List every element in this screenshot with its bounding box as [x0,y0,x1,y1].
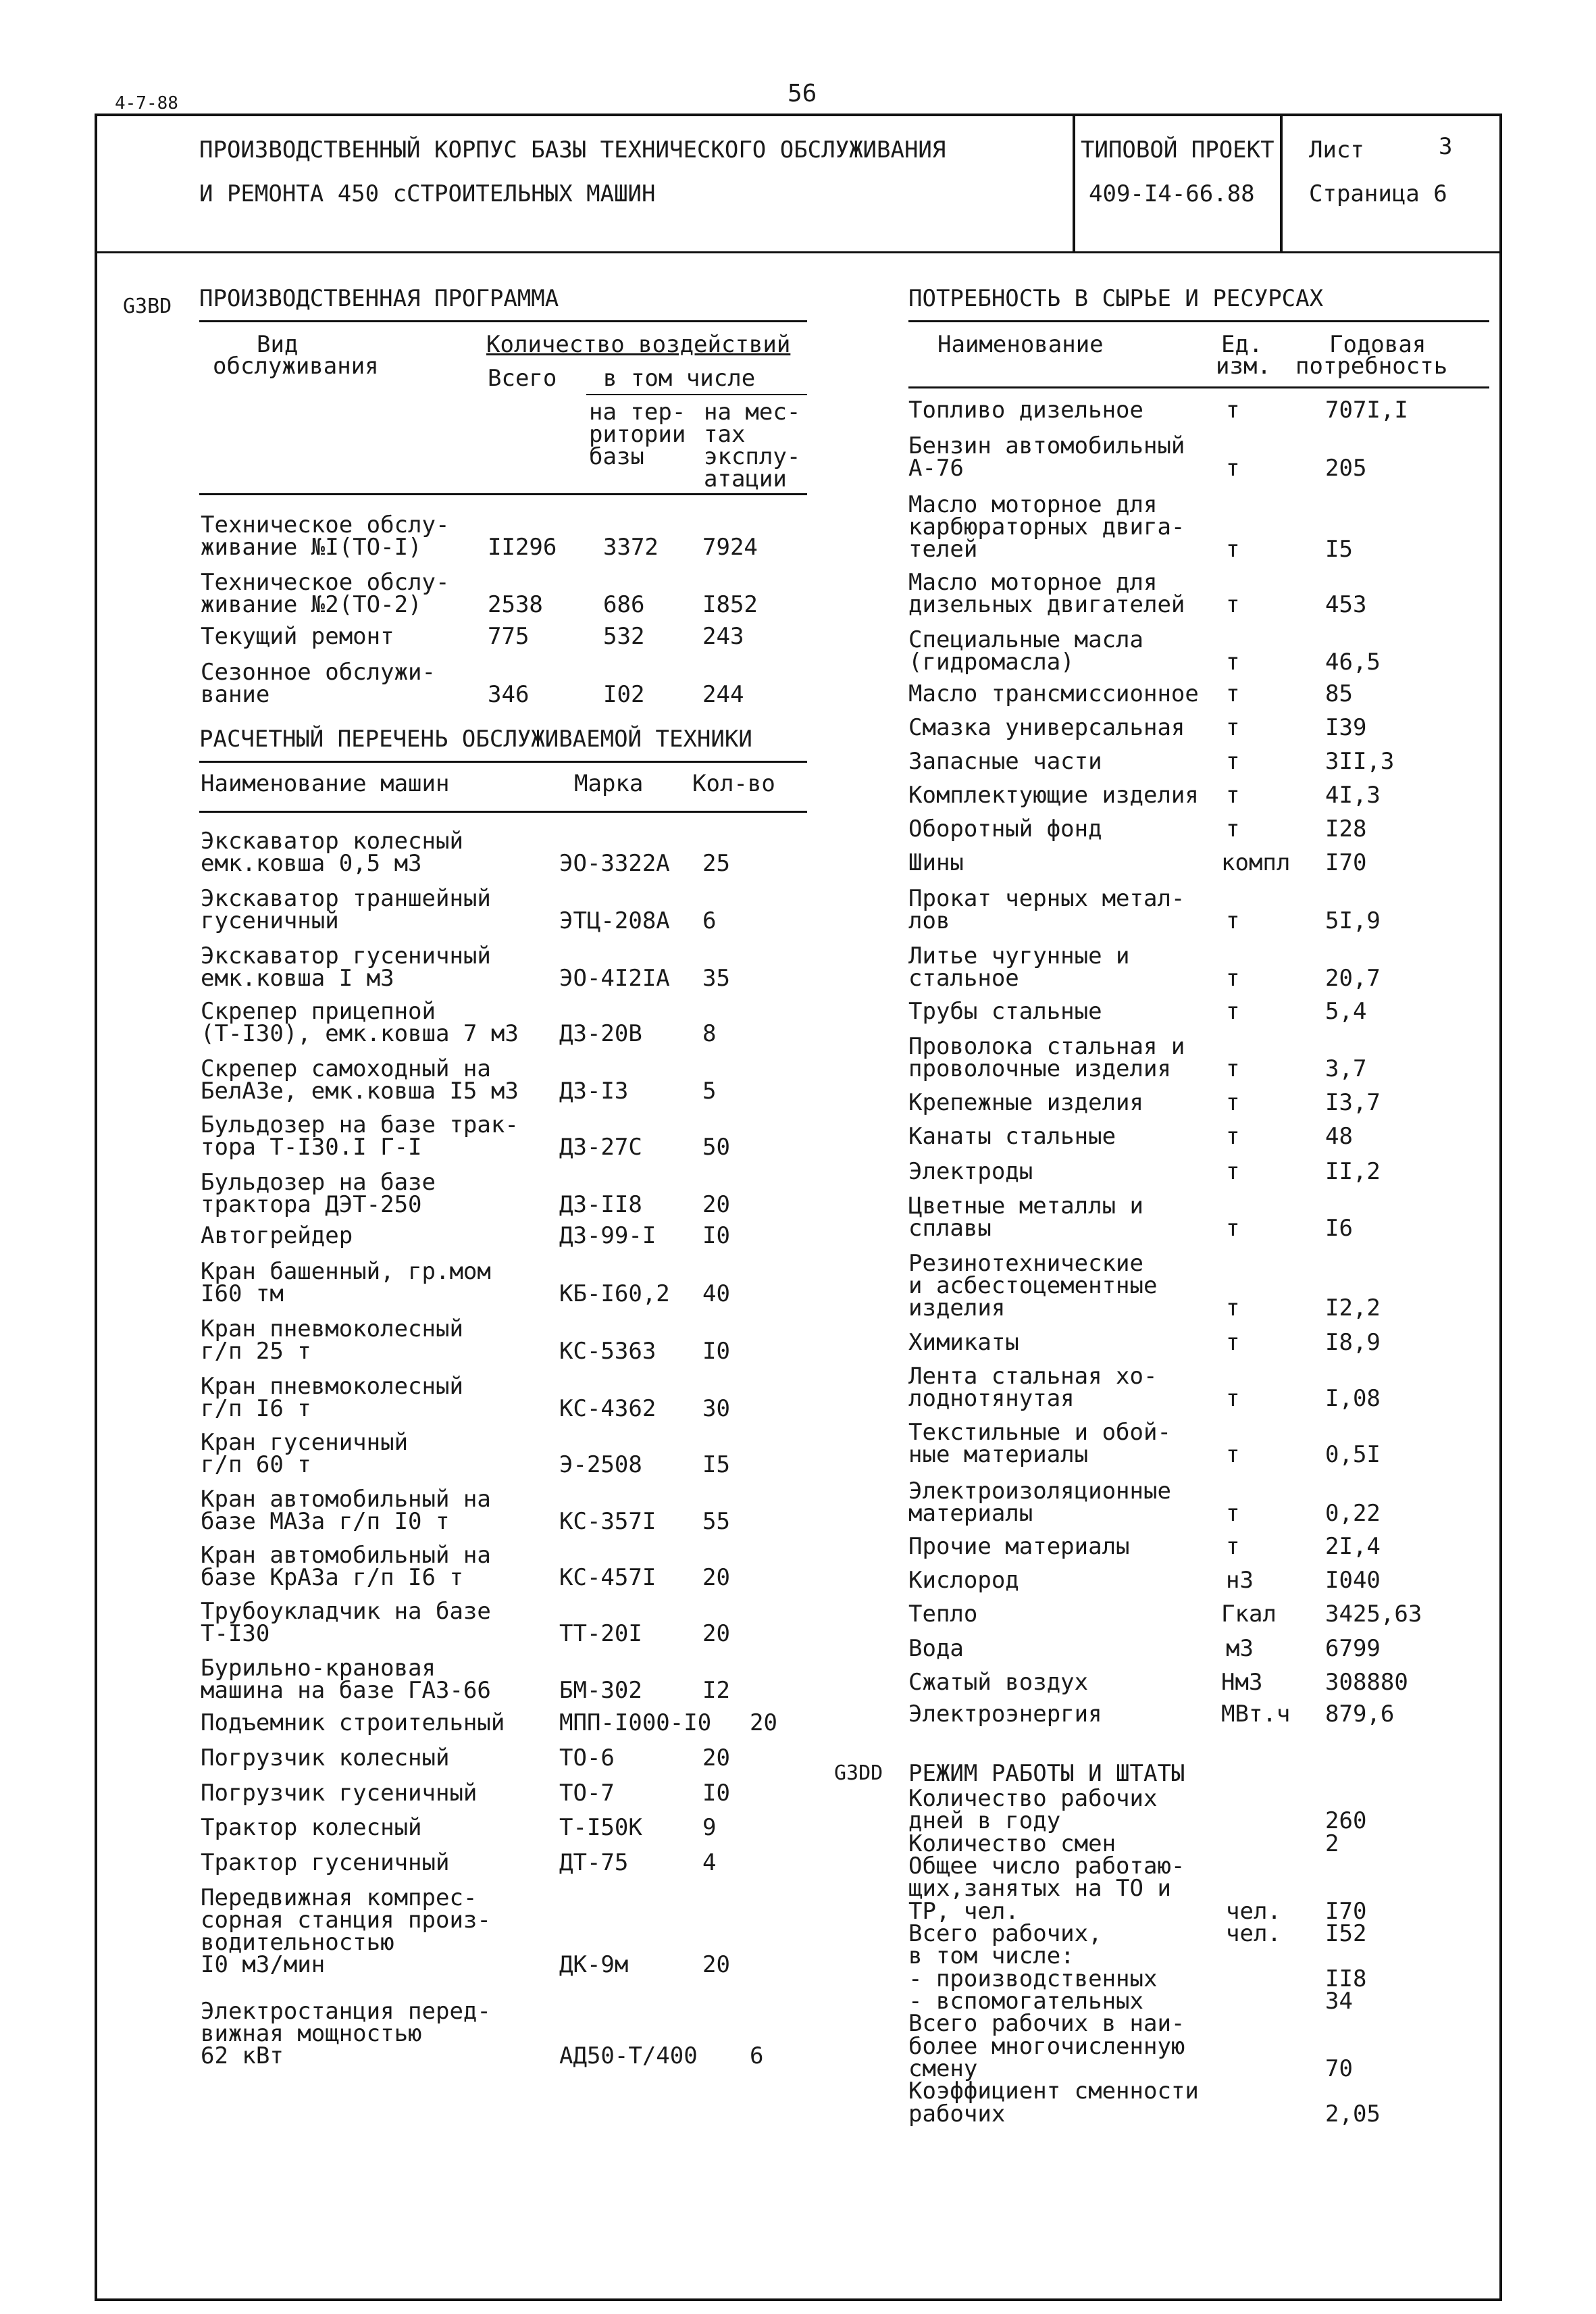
machine-mark: ТО-7 [559,1780,615,1807]
resource-name-line: карбюраторных двига- [908,513,1185,540]
machine-mark: БМ-302 [559,1677,642,1704]
machine-mark: ТТ-20I [559,1620,642,1647]
resource-name-line: Электроизоляционные [908,1478,1171,1505]
resource-name-line: Прочие материалы [908,1533,1130,1560]
machine-name-line: (Т-I30), емк.ковша 7 м3 [201,1020,519,1047]
resource-value: 48 [1325,1123,1353,1150]
page-label: Страница 6 [1309,180,1447,207]
machine-mark: КС-5363 [559,1338,657,1365]
resource-value: 453 [1325,591,1367,618]
machine-name-line: I60 тм [201,1280,284,1307]
resource-value: 308880 [1325,1669,1408,1696]
staff-line-text: рабочих [908,2101,1006,2128]
machine-name-line: емк.ковша I м3 [201,965,394,992]
machine-qty: 9 [702,1814,717,1841]
resource-unit: т [1226,455,1240,482]
program-row-site: 7924 [702,534,758,561]
machine-name-line: Трактор гусеничный [201,1849,450,1876]
staff-line-text: Всего рабочих, [908,1920,1102,1947]
resource-unit: т [1226,1089,1240,1116]
machine-name-line: трактора ДЭТ-250 [201,1191,422,1218]
resource-value: I3,7 [1325,1089,1381,1116]
program-col-site-4: атации [704,466,787,493]
machine-name-line: Погрузчик колесный [201,1744,450,1771]
machine-mark: ЭТЦ-208А [559,907,670,934]
resource-unit: т [1226,649,1240,676]
machine-name-line: Экскаватор траншейный [201,885,491,912]
resource-value: I2,2 [1325,1294,1381,1322]
resource-name-line: Смазка универсальная [908,714,1185,741]
staff-line-value: I52 [1325,1920,1367,1947]
program-rule-header [199,493,807,495]
resource-unit: т [1226,998,1240,1025]
machine-qty: 20 [702,1564,730,1591]
resource-name-line: Вода [908,1635,964,1662]
machine-mark: ДК-9м [559,1951,629,1978]
resources-col-name: Наименование [937,331,1104,358]
resource-name-line: Комплектующие изделия [908,782,1199,809]
resource-unit: т [1226,1294,1240,1322]
machines-rule-header [199,811,807,813]
machine-mark: АД50-Т/400 [559,2042,698,2069]
resource-name-line: Резинотехнические [908,1250,1143,1277]
machine-qty: I0 [702,1338,730,1365]
machine-name-line: Скрепер прицепной [201,998,436,1025]
machine-name-line: БелАЗе, емк.ковша I5 м3 [201,1078,519,1105]
resource-unit: т [1226,1055,1240,1082]
resource-name-line: Электроды [908,1158,1033,1185]
machine-name-line: Трактор колесный [201,1814,422,1841]
staff-line-text: Общее число работаю- [908,1853,1185,1880]
resource-value: 879,6 [1325,1701,1395,1728]
machine-qty: 35 [702,965,730,992]
resource-value: 4I,3 [1325,782,1381,809]
staff-line-text: Всего рабочих в наи- [908,2010,1185,2037]
resource-value: 0,22 [1325,1500,1381,1527]
machine-name-line: вижная мощностью [201,2020,422,2047]
machine-qty: 25 [702,850,730,877]
staff-line-value: II8 [1325,1965,1367,1992]
machine-mark: ДЗ-I3 [559,1078,629,1105]
resource-name-line: Прокат черных метал- [908,885,1185,912]
machine-qty: 4 [702,1849,717,1876]
program-row-site: 243 [702,623,744,650]
resource-unit: т [1226,1500,1240,1527]
resource-value: 46,5 [1325,649,1381,676]
staff-line-value: 34 [1325,1988,1353,2015]
machine-mark: КС-457I [559,1564,657,1591]
machine-qty: 20 [702,1744,730,1771]
resource-value: I040 [1325,1567,1381,1594]
resource-value: 5,4 [1325,998,1367,1025]
program-row-base: 686 [603,591,645,618]
program-row-base: 3372 [603,534,659,561]
resource-name-line: лоднотянутая [908,1385,1075,1412]
program-row-label-2: живание №I(ТО-I) [201,534,422,561]
machines-col-name: Наименование машин [201,770,450,797]
resource-unit: Нм3 [1221,1669,1263,1696]
machine-qty: I0 [702,1780,730,1807]
staff-line-text: Количество смен [908,1830,1116,1857]
resource-name-line: Литье чугунные и [908,942,1130,970]
resource-unit: т [1226,1329,1240,1356]
resource-name-line: А-76 [908,455,964,482]
resources-col-unit-1: Ед. [1221,331,1263,358]
resource-name-line: Цветные металлы и [908,1192,1143,1219]
resource-name-line: ные материалы [908,1441,1089,1468]
resource-name-line: стальное [908,965,1019,992]
program-row-label-1: Техническое обслу- [201,569,450,596]
staff-line-value: I70 [1325,1898,1367,1925]
resource-name-line: Тепло [908,1601,978,1628]
machines-col-mark: Марка [574,770,644,797]
machine-qty: 8 [702,1020,717,1047]
machine-name-line: Экскаватор гусеничный [201,942,491,970]
resource-value: 20,7 [1325,965,1381,992]
program-row-site: 244 [702,681,744,708]
machine-mark: ЭО-4I2IА [559,965,670,992]
resource-unit: т [1226,714,1240,741]
machine-mark: ДТ-75 [559,1849,629,1876]
program-col-base-3: базы [589,443,644,470]
resource-unit: т [1226,1441,1240,1468]
program-rule-incl [586,394,807,395]
machine-name-line: Погрузчик гусеничный [201,1780,478,1807]
machine-qty: 50 [702,1134,730,1161]
title-line-1: ПРОИЗВОДСТВЕННЫЙ КОРПУС БАЗЫ ТЕХНИЧЕСКОГО ОБСЛУЖИВАНИЯ [199,136,946,164]
resource-unit: т [1226,397,1240,424]
staff-line-text: Количество рабочих [908,1785,1158,1812]
staff-line-text: - производственных [908,1965,1158,1992]
staff-line-value: 2 [1325,1830,1339,1857]
resource-unit: т [1226,1123,1240,1150]
resource-name-line: Кислород [908,1567,1019,1594]
staff-line-text: щих,занятых на ТО и [908,1875,1171,1902]
machine-qty: 30 [702,1395,730,1422]
machine-name-line: Кран пневмоколесный [201,1373,463,1400]
resources-col-unit-2: изм. [1216,353,1271,380]
machine-qty: 5 [702,1078,717,1105]
resource-unit: компл [1221,849,1291,876]
resource-value: 205 [1325,455,1367,482]
resource-name-line: сплавы [908,1215,992,1242]
machine-name-line: Скрепер самоходный на [201,1055,491,1082]
resource-unit: т [1226,965,1240,992]
machine-name-line: Кран башенный, гр.мом [201,1258,491,1285]
resource-unit: т [1226,1158,1240,1185]
resource-name-line: Крепежные изделия [908,1089,1143,1116]
program-col-base-1: на тер- [589,399,686,426]
resources-rule-top [908,320,1489,322]
program-row-total: 2538 [488,591,543,618]
title-block-divider-1 [1073,114,1075,253]
resource-unit: Гкал [1221,1601,1277,1628]
machine-qty: I2 [702,1677,730,1704]
machine-name-line: Автогрейдер [201,1222,353,1249]
margin-code-left: G3BD [123,295,172,318]
staff-line-text: более многочисленную [908,2033,1185,2060]
resource-value: 3II,3 [1325,748,1395,775]
machine-name-line: Бульдозер на базе [201,1169,436,1196]
machines-rule-top [199,761,807,763]
resource-value: 0,5I [1325,1441,1381,1468]
program-col-site-2: тах [704,421,746,448]
resource-value: II,2 [1325,1158,1381,1185]
margin-code-right: G3DD [834,1761,883,1785]
resources-col-need-2: потребность [1295,353,1448,380]
machine-qty: 6 [702,907,717,934]
machine-name-line: г/п 60 т [201,1451,311,1478]
resource-name-line: (гидромасла) [908,649,1075,676]
resource-unit: м3 [1226,1635,1254,1662]
program-row-label-1: Текущий ремонт [201,623,394,650]
machine-qty: 20 [702,1191,730,1218]
sheet-label: Лист [1309,136,1364,164]
machine-name-line: тора Т-I30.I Г-I [201,1134,422,1161]
resource-value: I39 [1325,714,1367,741]
machine-mark: ДЗ-27С [559,1134,642,1161]
machine-mark: ДЗ-II8 [559,1191,642,1218]
machine-qty: 55 [702,1508,730,1535]
machines-title: РАСЧЕТНЫЙ ПЕРЕЧЕНЬ ОБСЛУЖИВАЕМОЙ ТЕХНИКИ [199,726,752,753]
program-row-label-2: живание №2(ТО-2) [201,591,422,618]
staff-line-unit: чел. [1226,1898,1281,1925]
machine-name-line: Кран пневмоколесный [201,1315,463,1342]
resource-name-line: и асбестоцементные [908,1272,1158,1299]
machine-qty: 6 [750,2042,764,2069]
staff-line-text: Коэффициент сменности [908,2078,1199,2105]
machines-col-qty: Кол-во [692,770,775,797]
resource-unit: т [1226,1215,1240,1242]
title-block-divider-2 [1280,114,1283,253]
machine-mark: КБ-I60,2 [559,1280,670,1307]
machine-qty: 20 [750,1709,777,1736]
resource-name-line: Проволока стальная и [908,1033,1185,1060]
resource-value: 707I,I [1325,397,1408,424]
resource-unit: т [1226,536,1240,563]
program-row-base: 532 [603,623,645,650]
resource-name-line: Масло моторное для [908,569,1158,596]
machine-name-line: машина на базе ГАЗ-66 [201,1677,491,1704]
resource-value: I6 [1325,1215,1353,1242]
machine-name-line: Передвижная компрес- [201,1884,478,1911]
resource-name-line: телей [908,536,978,563]
program-row-total: II296 [488,534,557,561]
resource-name-line: проволочные изделия [908,1055,1171,1082]
resource-value: I28 [1325,815,1367,842]
machine-name-line: Бурильно-крановая [201,1655,436,1682]
machine-name-line: Подъемник строительный [201,1709,505,1736]
staff-line-text: ТР, чел. [908,1898,1019,1925]
resource-value: 3425,63 [1325,1601,1422,1628]
machine-name-line: Кран автомобильный на [201,1542,491,1569]
resources-col-need-1: Годовая [1329,331,1426,358]
machine-qty: 20 [702,1951,730,1978]
machine-name-line: Кран гусеничный [201,1429,409,1456]
machine-name-line: водительностью [201,1929,394,1956]
resource-unit: т [1226,591,1240,618]
resource-unit: н3 [1226,1567,1254,1594]
machine-qty: 40 [702,1280,730,1307]
resource-name-line: Шины [908,849,964,876]
resource-name-line: Лента стальная хо- [908,1363,1158,1390]
machine-qty: I0 [702,1222,730,1249]
resource-name-line: Запасные части [908,748,1102,775]
resource-value: 5I,9 [1325,907,1381,934]
resource-name-line: Трубы стальные [908,998,1102,1025]
staff-line-value: 2,05 [1325,2101,1381,2128]
resource-name-line: дизельных двигателей [908,591,1185,618]
title-line-2: И РЕМОНТА 450 сСТРОИТЕЛЬНЫХ МАШИН [199,180,656,207]
project-code: 409-I4-66.88 [1089,180,1255,207]
resource-value: I70 [1325,849,1367,876]
machine-name-line: Экскаватор колесный [201,828,463,855]
program-title: ПРОИЗВОДСТВЕННАЯ ПРОГРАММА [199,285,559,312]
program-col-site-1: на мес- [704,399,801,426]
resource-name-line: Сжатый воздух [908,1669,1089,1696]
resources-title: ПОТРЕБНОСТЬ В СЫРЬЕ И РЕСУРСАХ [908,285,1324,312]
program-row-total: 346 [488,681,530,708]
resource-name-line: Химикаты [908,1329,1019,1356]
machine-name-line: Бульдозер на базе трак- [201,1111,519,1138]
machine-mark: КС-357I [559,1508,657,1535]
staff-title: РЕЖИМ РАБОТЫ И ШТАТЫ [908,1760,1185,1787]
staff-line-value: 260 [1325,1807,1367,1834]
machine-name-line: г/п 25 т [201,1338,311,1365]
machine-name-line: гусеничный [201,907,339,934]
resource-name-line: Текстильные и обой- [908,1419,1171,1446]
resource-value: 85 [1325,680,1353,707]
resource-name-line: изделия [908,1294,1006,1322]
machine-mark: ДЗ-99-I [559,1222,657,1249]
machine-name-line: г/п I6 т [201,1395,311,1422]
resource-name-line: Бензин автомобильный [908,432,1185,459]
program-row-base: I02 [603,681,645,708]
staff-line-text: смену [908,2055,978,2082]
resource-name-line: Топливо дизельное [908,397,1143,424]
resource-unit: т [1226,815,1240,842]
machine-mark: КС-4362 [559,1395,657,1422]
resource-value: I8,9 [1325,1329,1381,1356]
resource-name-line: Масло моторное для [908,491,1158,518]
resource-name-line: лов [908,907,950,934]
staff-line-text: - вспомогательных [908,1988,1143,2015]
program-row-label-2: вание [201,681,270,708]
resource-unit: МВт.ч [1221,1701,1291,1728]
staff-line-value: 70 [1325,2055,1353,2082]
program-col-incl: в том числе [603,365,756,392]
resource-name-line: Оборотный фонд [908,815,1102,842]
project-label: ТИПОВОЙ ПРОЕКТ [1081,136,1275,164]
machine-name-line: базе МАЗа г/п I0 т [201,1508,450,1535]
resource-unit: т [1226,748,1240,775]
resource-unit: т [1226,907,1240,934]
staff-line-text: дней в году [908,1807,1061,1834]
program-col-count: Количество воздействий [486,331,791,358]
machine-name-line: 62 кВт [201,2042,284,2069]
program-row-label-1: Техническое обслу- [201,511,450,538]
title-block-bottom-line [95,251,1499,253]
program-row-total: 775 [488,623,530,650]
program-rule-top [199,320,807,322]
program-row-site: I852 [702,591,758,618]
resource-unit: т [1226,1385,1240,1412]
resource-name-line: Канаты стальные [908,1123,1116,1150]
resource-value: 2I,4 [1325,1533,1381,1560]
resource-unit: т [1226,680,1240,707]
machine-qty: I5 [702,1451,730,1478]
resource-value: 3,7 [1325,1055,1367,1082]
staff-line-unit: чел. [1226,1920,1281,1947]
machine-name-line: емк.ковша 0,5 м3 [201,850,422,877]
resource-value: I5 [1325,536,1353,563]
resource-value: I,08 [1325,1385,1381,1412]
page-number: 56 [788,80,817,107]
program-col-kind-1: Вид [257,331,299,358]
machine-mark: ЭО-3322А [559,850,670,877]
program-col-kind-2: обслуживания [213,353,379,380]
machine-mark: МПП-I000-I0 [559,1709,712,1736]
machine-name-line: I0 м3/мин [201,1951,326,1978]
resource-unit: т [1226,782,1240,809]
machine-qty: 20 [702,1620,730,1647]
resource-unit: т [1226,1533,1240,1560]
sheet-code: 4-7-88 [115,93,178,114]
machine-name-line: Кран автомобильный на [201,1486,491,1513]
resource-name-line: Электроэнергия [908,1701,1102,1728]
sheet-number: 3 [1439,133,1453,160]
program-col-total: Всего [488,365,557,392]
resource-name-line: материалы [908,1500,1033,1527]
machine-name-line: сорная станция произ- [201,1907,491,1934]
machine-mark: ТО-6 [559,1744,615,1771]
resources-rule-header [908,386,1489,388]
machine-name-line: Электростанция перед- [201,1998,491,2025]
resource-name-line: Масло трансмиссионное [908,680,1199,707]
machine-mark: Э-2508 [559,1451,642,1478]
machine-name-line: Т-I30 [201,1620,270,1647]
program-col-site-3: эксплу- [704,443,801,470]
machine-mark: Т-I50К [559,1814,642,1841]
program-row-label-1: Сезонное обслужи- [201,659,436,686]
resource-name-line: Специальные масла [908,626,1143,653]
resource-value: 6799 [1325,1635,1381,1662]
program-col-base-2: ритории [589,421,686,448]
machine-mark: ДЗ-20В [559,1020,642,1047]
machine-name-line: Трубоукладчик на базе [201,1598,491,1625]
staff-line-text: в том числе: [908,1942,1075,1969]
machine-name-line: базе КрАЗа г/п I6 т [201,1564,463,1591]
